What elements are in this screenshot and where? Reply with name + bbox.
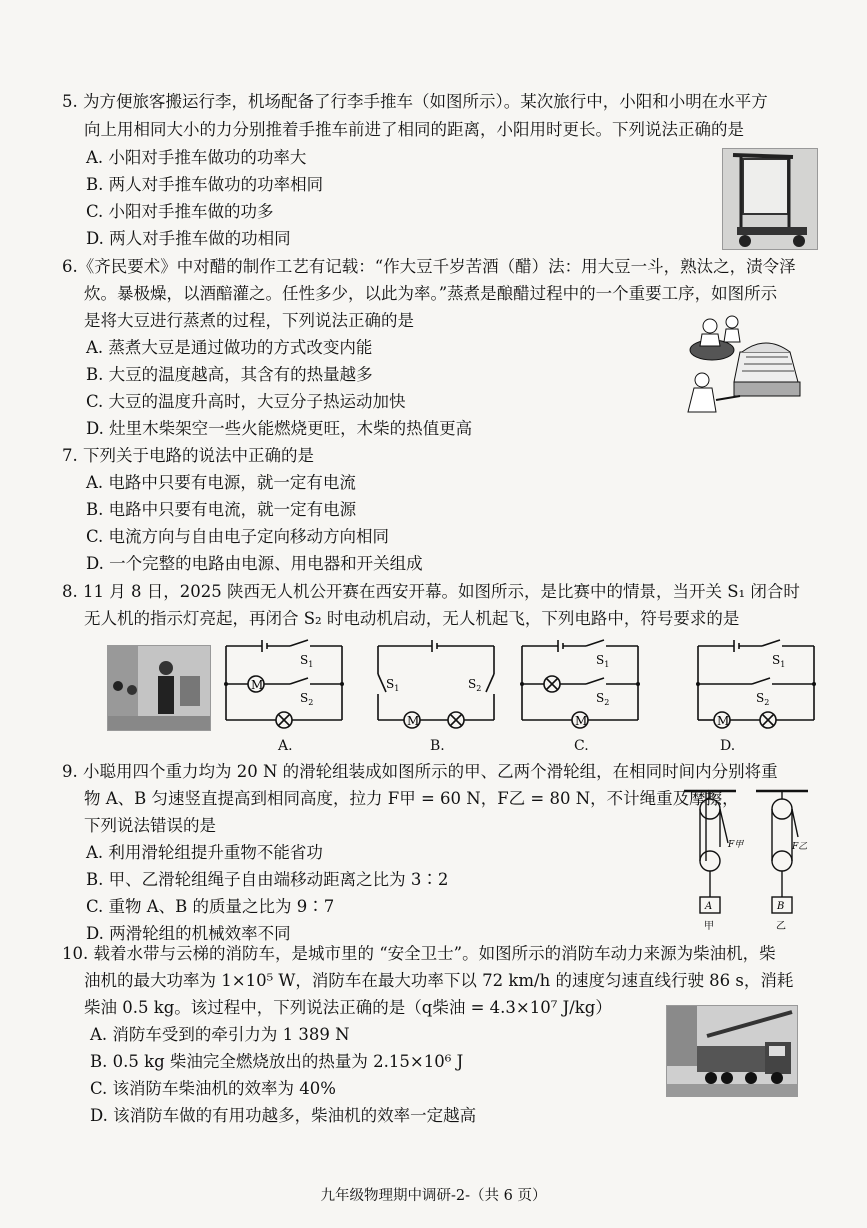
q6-option-c: C. 大豆的温度升高时，大豆分子热运动加快: [86, 392, 406, 411]
q6-option-a: A. 蒸煮大豆是通过做功的方式改变内能: [86, 338, 373, 357]
q7-stem: 7. 下列关于电路的说法中正确的是: [62, 446, 314, 465]
motor-symbol-a: M: [251, 678, 264, 692]
q5-option-b: B. 两人对手推车做功的功率相同: [86, 175, 324, 194]
svg-text:S1: [772, 653, 785, 669]
pulley-label-right: 乙: [776, 921, 786, 932]
switch-s2-label-b: S: [468, 677, 477, 691]
switch-s1-subscript-a: 1: [308, 660, 314, 669]
q9-option-d: D. 两滑轮组的机械效率不同: [86, 924, 291, 943]
q9-stem-line2: 物 A、B 匀速竖直提高到相同高度，拉力 F甲 = 60 N，F乙 = 80 N，不计绳重及摩擦，: [84, 789, 739, 808]
q10-stem-line3: 柴油 0.5 kg。该过程中，下列说法正确的是（q柴油 = 4.3×10⁷ J/kg）: [84, 998, 612, 1017]
motor-symbol-d: M: [717, 714, 730, 728]
circuit-diagram-d: [692, 638, 822, 730]
circuit-label-b: B.: [430, 738, 445, 754]
circuit-diagram-c: [516, 638, 646, 730]
q6-stem-line2: 炊。暴极燥，以酒醅灌之。任性多少，以此为率。”蒸煮是酿醋过程中的一个重要工序，如图所示: [84, 284, 778, 303]
circuit-label-a: A.: [278, 738, 293, 754]
q10-option-d: D. 该消防车做的有用功越多，柴油机的效率一定越高: [90, 1106, 477, 1125]
steaming-soybeans-illustration: [680, 312, 810, 422]
q8-stem-line2: 无人机的指示灯亮起，再闭合 S₂ 时电动机启动，无人机起飞，下列电路中，符号要求的是: [84, 609, 740, 628]
luggage-cart-photo: [722, 148, 818, 250]
q7-option-b: B. 电路中只要有电流，就一定有电源: [86, 500, 357, 519]
motor-symbol-b: M: [407, 714, 420, 728]
q9-stem-line1: 9. 小聪用四个重力均为 20 N 的滑轮组装成如图所示的甲、乙两个滑轮组，在相同时间内分别将重: [62, 762, 778, 781]
switch-s1-label-a: S: [300, 653, 309, 667]
switch-s1-label-b: S: [386, 677, 395, 691]
q9-option-b: B. 甲、乙滑轮组绳子自由端移动距离之比为 3∶2: [86, 870, 449, 889]
switch-s1-subscript-d: 1: [780, 660, 786, 669]
svg-text:S2: [756, 691, 769, 707]
q6-stem-line1: 6.《齐民要术》中对醋的制作工艺有记载：“作大豆千岁苦酒（醋）法：用大豆一斗，熟汰之，渍令泽: [62, 257, 796, 276]
switch-s2-label-a: S: [300, 691, 309, 705]
q7-option-d: D. 一个完整的电路由电源、用电器和开关组成: [86, 554, 423, 573]
q5-option-c: C. 小阳对手推车做的功多: [86, 202, 274, 221]
switch-s2-subscript-a: 2: [308, 698, 314, 707]
q9-stem-line3: 下列说法错误的是: [84, 816, 216, 835]
svg-text:S2: [596, 691, 609, 707]
q10-option-b: B. 0.5 kg 柴油完全燃烧放出的热量为 2.15×10⁶ J: [90, 1052, 464, 1071]
svg-text:S1: [300, 653, 313, 669]
switch-s1-label-c: S: [596, 653, 605, 667]
force-label-right: F乙: [792, 842, 808, 852]
svg-text:S1: [386, 677, 399, 693]
circuit-label-d: D.: [720, 738, 736, 754]
switch-s1-subscript-b: 1: [394, 684, 400, 693]
q7-option-a: A. 电路中只要有电源，就一定有电流: [86, 473, 356, 492]
weight-a-label: A: [705, 901, 713, 912]
q5-option-a: A. 小阳对手推车做功的功率大: [86, 148, 307, 167]
page-footer: 九年级物理期中调研-2-（共 6 页）: [320, 1188, 547, 1204]
pulley-label-left: 甲: [704, 921, 714, 932]
q6-stem-line3: 是将大豆进行蒸煮的过程，下列说法正确的是: [84, 311, 414, 330]
circuit-diagram-a: [220, 638, 350, 730]
switch-s1-subscript-c: 1: [604, 660, 610, 669]
motor-symbol-c: M: [575, 714, 588, 728]
q6-option-d: D. 灶里木柴架空一些火能燃烧更旺，木柴的热值更高: [86, 419, 473, 438]
q10-stem-line2: 油机的最大功率为 1×10⁵ W，消防车在最大功率下以 72 km/h 的速度匀速直线行驶 86 s，消耗: [84, 971, 794, 990]
q6-option-b: B. 大豆的温度越高，其含有的热量越多: [86, 365, 373, 384]
svg-text:S2: [300, 691, 313, 707]
q5-stem-line2: 向上用相同大小的力分别推着手推车前进了相同的距离，小阳用时更长。下列说法正确的是: [84, 120, 744, 139]
q9-option-c: C. 重物 A、B 的质量之比为 9∶7: [86, 897, 335, 916]
switch-s2-label-c: S: [596, 691, 605, 705]
pulley-systems-figure: [680, 785, 820, 935]
q7-option-c: C. 电流方向与自由电子定向移动方向相同: [86, 527, 390, 546]
switch-s1-label-d: S: [772, 653, 781, 667]
weight-b-label: B: [777, 901, 785, 912]
switch-s2-subscript-b: 2: [476, 684, 482, 693]
svg-text:S1: [596, 653, 609, 669]
switch-s2-subscript-c: 2: [604, 698, 610, 707]
switch-s2-label-d: S: [756, 691, 765, 705]
fire-truck-photo: [666, 1005, 798, 1097]
circuit-diagram-b: [372, 638, 502, 730]
circuit-label-c: C.: [574, 738, 589, 754]
q8-stem-line1: 8. 11 月 8 日，2025 陕西无人机公开赛在西安开幕。如图所示，是比赛中的情景，当开关 S₁ 闭合时: [62, 582, 800, 601]
q10-option-c: C. 该消防车柴油机的效率为 40%: [90, 1079, 336, 1098]
q9-option-a: A. 利用滑轮组提升重物不能省功: [86, 843, 323, 862]
q10-option-a: A. 消防车受到的牵引力为 1 389 N: [90, 1025, 350, 1044]
force-label-left: F甲: [728, 840, 744, 850]
svg-text:S2: [468, 677, 481, 693]
q5-stem-line1: 5. 为方便旅客搬运行李，机场配备了行李手推车（如图所示）。某次旅行中，小阳和小明在水平方: [62, 92, 768, 111]
drone-competition-photo: [107, 645, 211, 731]
switch-s2-subscript-d: 2: [764, 698, 770, 707]
q5-option-d: D. 两人对手推车做的功相同: [86, 229, 291, 248]
q10-stem-line1: 10. 载着水带与云梯的消防车，是城市里的 “安全卫士”。如图所示的消防车动力来源为柴油机，柴: [62, 944, 776, 963]
